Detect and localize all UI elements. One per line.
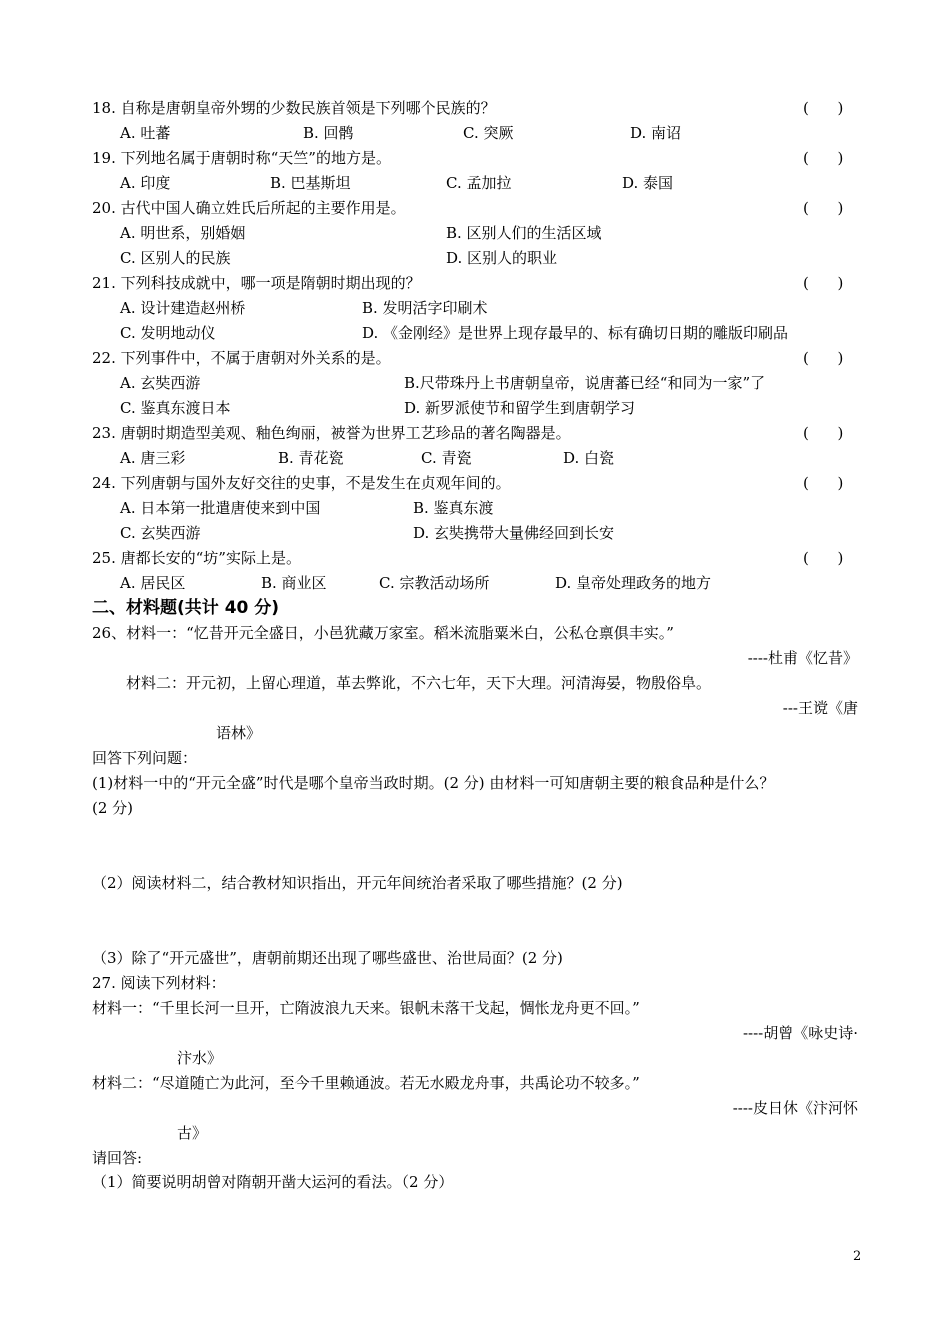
- answer-blank: ( ): [803, 149, 844, 167]
- q27-material-2-source: ----皮日休《汴河怀: [732, 1099, 858, 1117]
- option-d: D. 区别人的职业: [446, 249, 558, 267]
- option-c: C. 鉴真东渡日本: [120, 399, 231, 417]
- option-c: C. 孟加拉: [446, 174, 512, 192]
- page-number: 2: [853, 1249, 862, 1264]
- option-d: D. 南诏: [630, 124, 682, 142]
- option-a: A. 吐蕃: [120, 124, 171, 142]
- q27-prompt: 请回答:: [92, 1149, 143, 1167]
- question-24-stem: 24. 下列唐朝与国外友好交往的史事，不是发生在贞观年间的。: [92, 474, 511, 492]
- option-c: C. 玄奘西游: [120, 524, 201, 542]
- q26-material-2: 材料二：开元初，上留心理道，革去弊讹，不六七年，天下大理。河清海晏，物殷俗阜。: [126, 674, 712, 692]
- option-d: D. 《金刚经》是世界上现存最早的、标有确切日期的雕版印刷品: [362, 324, 789, 342]
- q26-material-1: 26、材料一：“忆昔开元全盛日，小邑犹藏万家室。稻米流脂粟米白，公私仓禀俱丰实。”: [92, 624, 674, 642]
- answer-blank: ( ): [803, 349, 844, 367]
- option-a: A. 印度: [120, 174, 171, 192]
- answer-blank: ( ): [803, 199, 844, 217]
- q26-sub-3: （3）除了“开元盛世”，唐朝前期还出现了哪些盛世、治世局面？(2 分): [92, 949, 563, 967]
- q26-sub-2: （2）阅读材料二，结合教材知识指出，开元年间统治者采取了哪些措施？(2 分): [92, 874, 623, 892]
- option-c: C. 突厥: [463, 124, 514, 142]
- option-c: C. 发明地动仪: [120, 324, 216, 342]
- q27-material-1-source: ----胡曾《咏史诗·: [742, 1024, 858, 1042]
- option-c: C. 青瓷: [421, 449, 472, 467]
- q26-sub-1: (1)材料一中的“开元全盛”时代是哪个皇帝当政时期。(2 分) 由材料一可知唐朝主要的粮食品种是什么？: [92, 774, 775, 792]
- question-18-stem: 18. 自称是唐朝皇帝外甥的少数民族首领是下列哪个民族的？: [92, 99, 496, 117]
- q27-intro: 27. 阅读下列材料：: [92, 974, 226, 992]
- option-b: B. 发明活字印刷术: [362, 299, 488, 317]
- option-b: B. 青花瓷: [278, 449, 344, 467]
- question-23-stem: 23. 唐朝时期造型美观、釉色绚丽，被誉为世界工艺珍品的著名陶器是。: [92, 424, 571, 442]
- option-b: B. 巴基斯坦: [270, 174, 351, 192]
- q27-material-2: 材料二：“尽道随亡为此河，至今千里赖通波。若无水殿龙舟事，共禹论功不较多。”: [92, 1074, 640, 1092]
- option-c: C. 区别人的民族: [120, 249, 231, 267]
- q26-material-1-source: ----杜甫《忆昔》: [747, 649, 858, 667]
- option-a: A. 居民区: [120, 574, 186, 592]
- answer-blank: ( ): [803, 549, 844, 567]
- option-a: A. 日本第一批遣唐使来到中国: [120, 499, 321, 517]
- option-d: D. 玄奘携带大量佛经回到长安: [413, 524, 615, 542]
- option-d: D. 泰国: [622, 174, 674, 192]
- question-22-stem: 22. 下列事件中，不属于唐朝对外关系的是。: [92, 349, 391, 367]
- question-21-stem: 21. 下列科技成就中，哪一项是隋朝时期出现的？: [92, 274, 421, 292]
- question-19-stem: 19. 下列地名属于唐朝时称“天竺”的地方是。: [92, 149, 391, 167]
- q26-material-2-source: ---王谠《唐: [782, 699, 858, 717]
- option-d: D. 新罗派使节和留学生到唐朝学习: [404, 399, 636, 417]
- answer-blank: ( ): [803, 474, 844, 492]
- q26-sub-1-cont: (2 分): [92, 799, 134, 817]
- option-d: D. 皇帝处理政务的地方: [555, 574, 712, 592]
- option-b: B. 区别人们的生活区域: [446, 224, 602, 242]
- section-heading: 二、材料题(共计 40 分): [92, 598, 280, 618]
- question-25-stem: 25. 唐都长安的“坊”实际上是。: [92, 549, 301, 567]
- question-20-stem: 20. 古代中国人确立姓氏后所起的主要作用是。: [92, 199, 406, 217]
- option-a: A. 玄奘西游: [120, 374, 201, 392]
- answer-blank: ( ): [803, 99, 844, 117]
- q27-material-1: 材料一：“千里长河一旦开，亡隋波浪九天来。银帆未落干戈起，惆怅龙舟更不回。”: [92, 999, 640, 1017]
- q27-material-2-source-cont: 古》: [177, 1124, 208, 1142]
- q27-material-1-source-cont: 汴水》: [177, 1049, 223, 1067]
- option-b: B. 商业区: [261, 574, 327, 592]
- q27-sub-1: （1）简要说明胡曾对隋朝开凿大运河的看法。（2 分）: [92, 1173, 454, 1191]
- option-a: A. 明世系，别婚姻: [120, 224, 246, 242]
- option-a: A. 设计建造赵州桥: [120, 299, 246, 317]
- answer-blank: ( ): [803, 274, 844, 292]
- answer-blank: ( ): [803, 424, 844, 442]
- q26-material-2-source-cont: 语林》: [216, 724, 262, 742]
- option-d: D. 白瓷: [563, 449, 615, 467]
- option-b: B.尺带珠丹上书唐朝皇帝，说唐蕃已经“和同为一家”了: [404, 374, 766, 392]
- option-c: C. 宗教活动场所: [379, 574, 490, 592]
- option-b: B. 回鹘: [303, 124, 354, 142]
- q26-prompt: 回答下列问题：: [92, 749, 198, 767]
- option-b: B. 鉴真东渡: [413, 499, 494, 517]
- option-a: A. 唐三彩: [120, 449, 186, 467]
